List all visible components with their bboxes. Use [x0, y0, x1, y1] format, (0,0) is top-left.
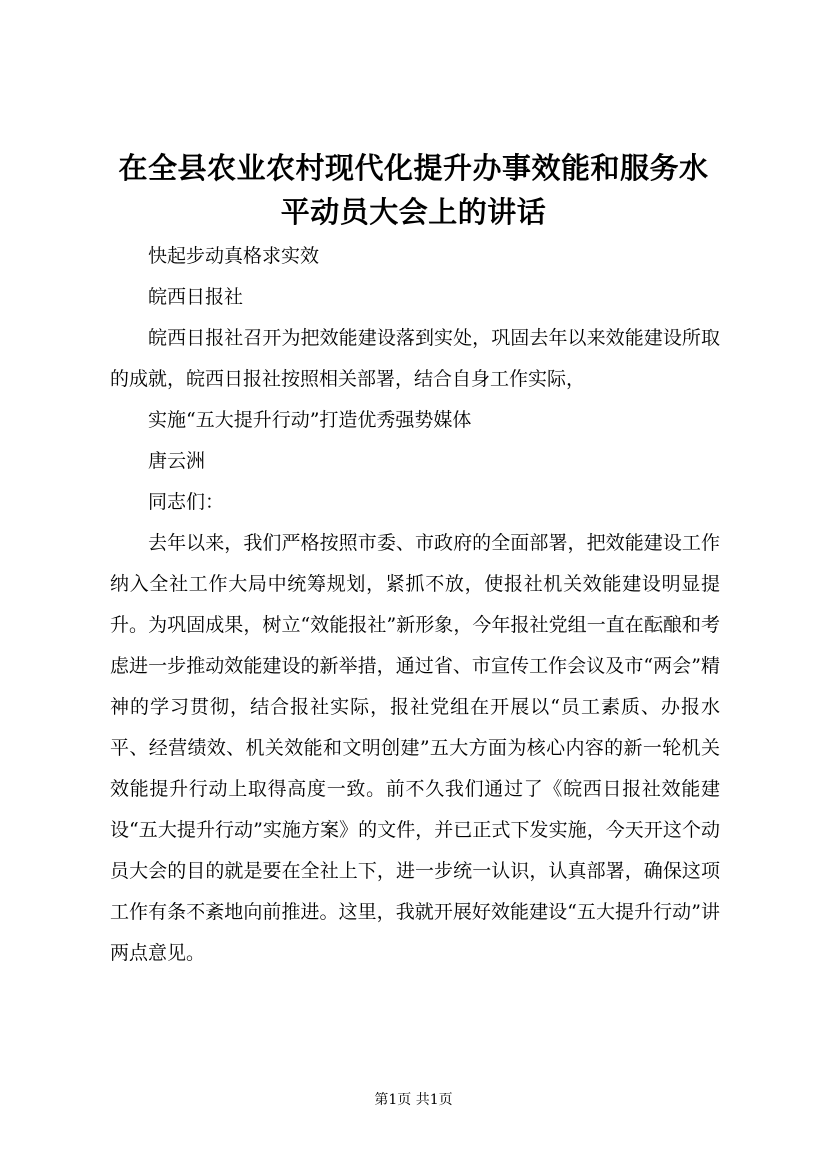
author-organization: 皖西日报社 — [148, 286, 244, 308]
speech-heading: 实施“五大提升行动”打造优秀强势媒体 — [148, 409, 472, 431]
main-paragraph: 去年以来，我们严格按照市委、市政府的全面部署，把效能建设工作纳入全社工作大局中统筹规划，紧抓不放，使报社机关效能建设明显提升。为巩固成果，树立“效能报社”新形象，今年报社党组一直在酝酿和考虑进一步推动效能建设的新举措，通过省、市宣传工作会议及市“两会”精神的学习贯彻，结合报社实际，报社党组在开展以“员工素质、办报水平、经营绩效、机关效能和文明创建”五大方面为核心内容的新一轮机关效能提升行动上取得高度一致。前不久我们通过了《皖西日报社效能建设“五大提升行动”实施方案》的文件，并已正式下发实施，今天开这个动员大会的目的就是要在全社上下，进一步统一认识，认真部署，确保这项工作有条不紊地向前推进。这里，我就开展好效能建设“五大提升行动”讲两点意见。 — [110, 532, 720, 964]
document-title — [90, 146, 737, 234]
document-body — [110, 236, 720, 974]
intro-paragraph: 皖西日报社召开为把效能建设落到实处，巩固去年以来效能建设所取的成就，皖西日报社按照相关部署，结合自身工作实际， — [110, 327, 720, 390]
title-line-1: 在全县农业农村现代化提升办事效能和服务水 — [118, 151, 709, 185]
page-footer: 第1页 共1页 — [374, 1092, 453, 1108]
speaker-name: 唐云洲 — [148, 450, 206, 472]
title-line-2: 平动员大会上的讲话 — [280, 195, 547, 229]
subtitle-headline: 快起步动真格求实效 — [148, 245, 320, 267]
salutation: 同志们： — [148, 491, 225, 513]
